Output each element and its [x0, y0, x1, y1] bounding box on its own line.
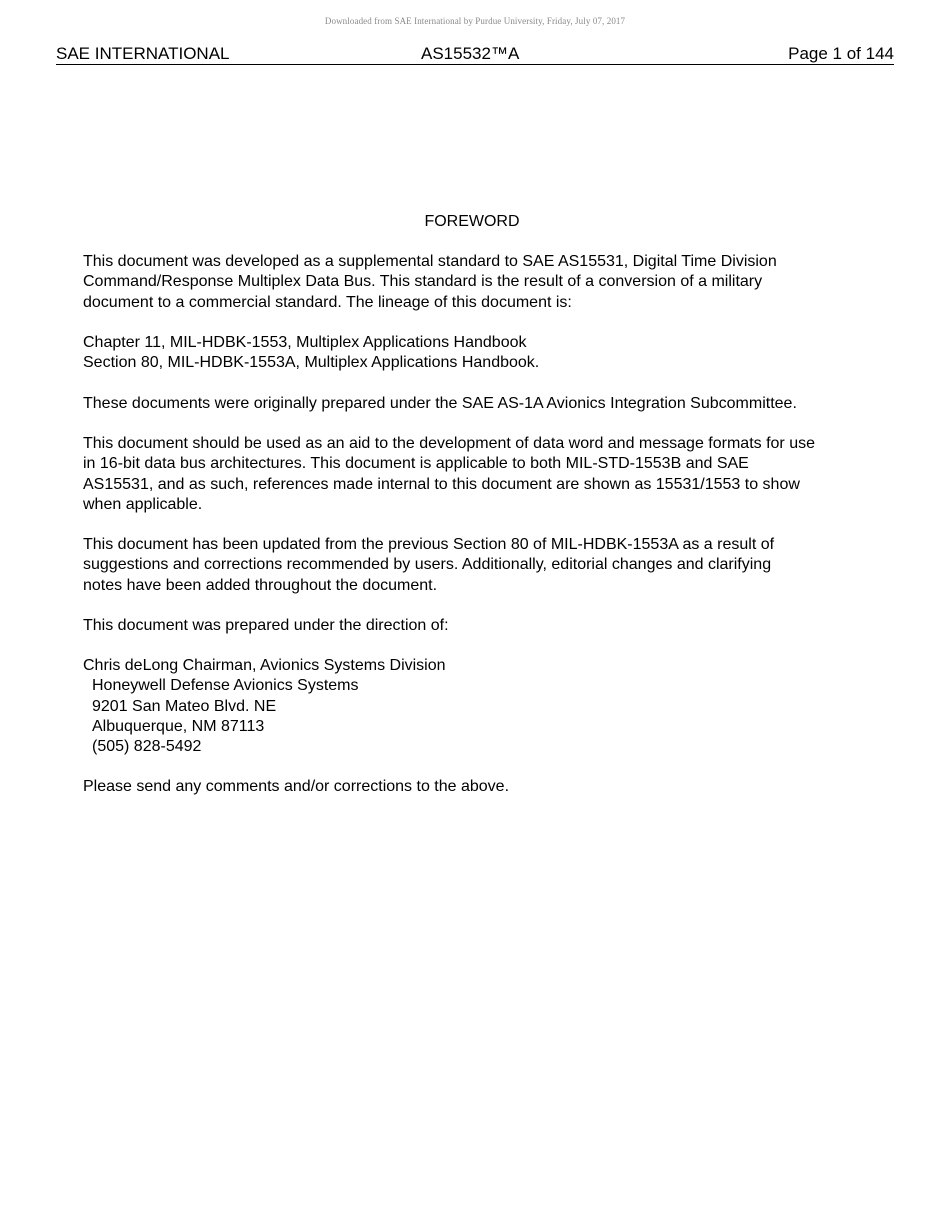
contact-company: Honeywell Defense Avionics Systems — [92, 677, 359, 695]
paragraph-line: Command/Response Multiplex Data Bus. This standard is the result of a conversion of a military — [83, 273, 763, 291]
paragraph-lineage — [83, 333, 873, 374]
paragraph-updates — [83, 535, 873, 596]
paragraph-line: Please send any comments and/or corrections to the above. — [83, 778, 510, 795]
paragraph-line: AS15531, and as such, references made internal to this document are shown as 15531/1553 to show — [83, 475, 800, 493]
lineage-item: Chapter 11, MIL-HDBK-1553, Multiplex Applications Handbook — [83, 334, 527, 351]
paragraph-line: document to a commercial standard. The lineage of this document is: — [83, 293, 572, 311]
foreword-title: FOREWORD — [424, 213, 520, 230]
paragraph-line: notes have been added throughout the document. — [83, 576, 438, 594]
paragraph-line: This document should be used as an aid to the development of data word and message formats for use — [83, 435, 815, 452]
header-page-number: Page 1 of 144 — [788, 44, 894, 63]
paragraph-line: This document has been updated from the previous Section 80 of MIL-HDBK-1553A as a result of — [83, 536, 775, 553]
contact-phone: (505) 828-5492 — [92, 738, 202, 756]
header-organization: SAE INTERNATIONAL — [56, 44, 230, 63]
header-document-number: AS15532™A — [421, 44, 520, 63]
paragraph-usage — [83, 434, 873, 515]
paragraph-line: when applicable. — [83, 495, 203, 513]
paragraph-intro — [83, 252, 873, 313]
paragraph-line: This document was developed as a supplemental standard to SAE AS15531, Digital Time Division — [83, 253, 777, 270]
paragraph-line: suggestions and corrections recommended by users. Additionally, editorial changes and clarifying — [83, 556, 772, 574]
contact-street: 9201 San Mateo Blvd. NE — [92, 697, 277, 715]
paragraph-line: in 16-bit data bus architectures. This document is applicable to both MIL-STD-1553B and SAE — [83, 455, 749, 473]
download-watermark: Downloaded from SAE International by Purdue University, Friday, July 07, 2017 — [324, 16, 626, 26]
paragraph-subcommittee — [83, 394, 873, 414]
running-header — [56, 44, 894, 65]
lineage-item: Section 80, MIL-HDBK-1553A, Multiplex Applications Handbook. — [83, 354, 540, 372]
contact-name-title: Chris deLong Chairman, Avionics Systems Division — [83, 657, 446, 674]
paragraph-line: These documents were originally prepared under the SAE AS-1A Avionics Integration Subcommittee. — [83, 395, 797, 412]
paragraph-comments — [83, 777, 873, 797]
contact-block — [83, 656, 873, 757]
paragraph-direction — [83, 616, 873, 636]
paragraph-line: This document was prepared under the direction of: — [83, 617, 449, 634]
contact-city: Albuquerque, NM 87113 — [92, 717, 265, 735]
